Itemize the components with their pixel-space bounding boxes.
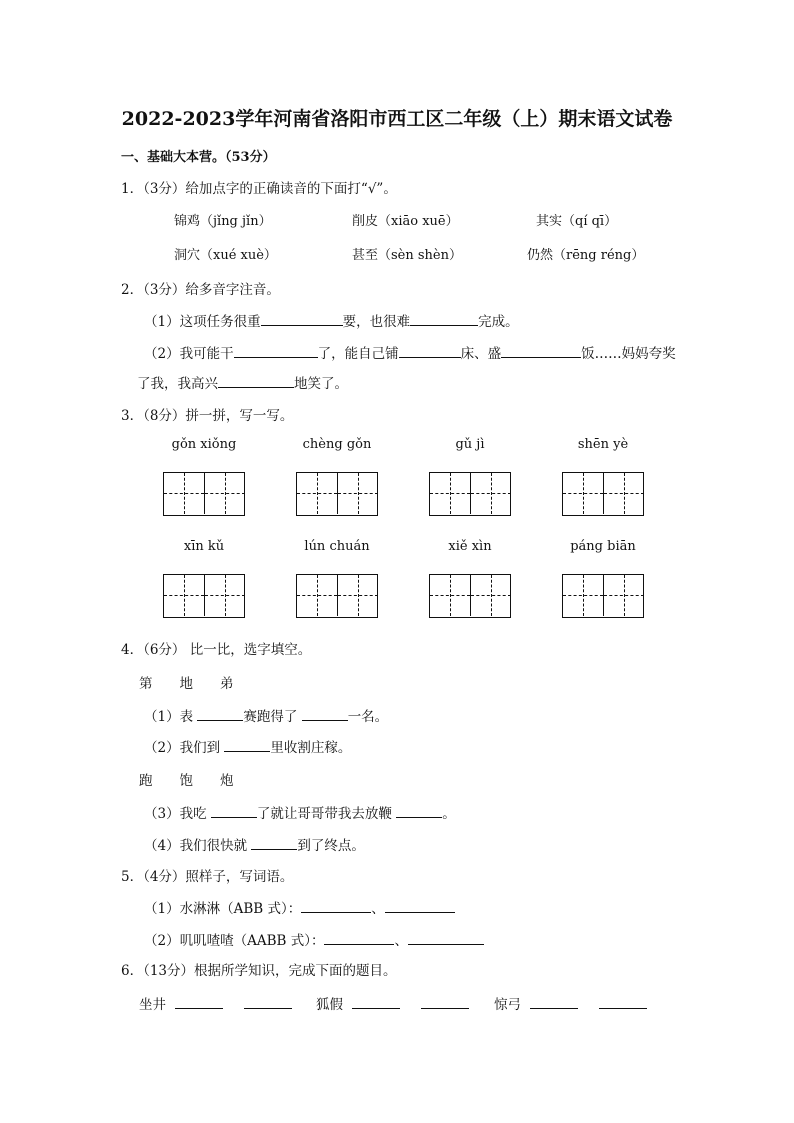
q5-text: （2）叽叽喳喳（AABB 式）： <box>144 933 325 949</box>
q2-text: 地笑了。 <box>294 376 348 392</box>
answer-blank[interactable] <box>599 994 647 1009</box>
char-set: 第 地 弟 <box>139 676 234 692</box>
answer-blank[interactable] <box>302 706 348 721</box>
q4-text: 了就让哥哥带我去放鞭 <box>256 806 392 822</box>
q1-option[interactable]: 仍然（rēng réng） <box>527 248 645 263</box>
pinyin-label: gǒn xiǒng <box>171 437 237 452</box>
q1-option[interactable]: 甚至（sèn shèn） <box>352 248 462 263</box>
answer-blank[interactable] <box>234 343 318 358</box>
pinyin-label: xīn kǔ <box>183 539 225 554</box>
q5-sep: 、 <box>371 901 385 917</box>
question-6-stem: 6．（13分）根据所学知识，完成下面的题目。 <box>121 963 397 979</box>
q6-word: 惊弓 <box>494 997 521 1013</box>
writing-grid[interactable] <box>562 472 644 516</box>
answer-blank[interactable] <box>324 930 394 945</box>
answer-blank[interactable] <box>301 898 371 913</box>
page-title: 2022-2023学年河南省洛阳市西工区二年级（上）期末语文试卷 <box>121 108 673 130</box>
q5-sep: 、 <box>394 933 408 949</box>
writing-grid[interactable] <box>163 472 245 516</box>
q2-text: 要，也很难 <box>342 314 411 330</box>
answer-blank[interactable] <box>197 706 243 721</box>
pinyin-label: lún chuán <box>304 539 370 554</box>
question-4-stem: 4．（6分） 比一比，选字填空。 <box>121 642 312 658</box>
writing-grid[interactable] <box>163 574 245 618</box>
answer-blank[interactable] <box>421 994 469 1009</box>
writing-grid[interactable] <box>296 472 378 516</box>
answer-blank[interactable] <box>175 994 223 1009</box>
q1-option[interactable]: 削皮（xiāo xuē） <box>352 214 459 229</box>
pinyin-label: chèng gǒn <box>302 437 372 452</box>
q2-line-2 <box>144 342 676 362</box>
q4-line <box>144 736 351 756</box>
q1-option[interactable]: 洞穴（xué xuè） <box>174 248 277 263</box>
pinyin-label: gǔ jì <box>455 437 485 452</box>
answer-blank[interactable] <box>501 343 581 358</box>
q2-text: 饭……妈妈夸奖 <box>581 346 676 362</box>
q4-text: （3）我吃 <box>144 806 207 822</box>
q2-line-3 <box>137 372 348 392</box>
q6-idiom <box>139 993 292 1013</box>
question-3-stem: 3．（8分）拼一拼，写一写。 <box>121 408 294 424</box>
writing-grid[interactable] <box>429 472 511 516</box>
answer-blank[interactable] <box>261 311 343 326</box>
q6-idiom <box>494 993 647 1013</box>
pinyin-label: shēn yè <box>577 437 629 452</box>
q1-option[interactable]: 其实（qí qī） <box>536 214 618 229</box>
q2-text: 完成。 <box>478 314 519 330</box>
q4-line <box>144 705 388 725</box>
answer-blank[interactable] <box>244 994 292 1009</box>
answer-blank[interactable] <box>352 994 400 1009</box>
writing-grid[interactable] <box>562 574 644 618</box>
q5-line <box>144 929 484 949</box>
q4-text: 一名。 <box>347 709 389 725</box>
section-heading: 一、基础大本营。（53分） <box>121 150 276 165</box>
q4-text: 。 <box>442 806 456 822</box>
answer-blank[interactable] <box>251 835 297 850</box>
pinyin-label: xiě xìn <box>448 539 492 554</box>
q2-text: 了，能自己铺 <box>317 346 399 362</box>
answer-blank[interactable] <box>211 803 257 818</box>
answer-blank[interactable] <box>396 803 442 818</box>
answer-blank[interactable] <box>399 343 461 358</box>
q5-text: （1）水淋淋（ABB 式）： <box>144 901 302 917</box>
answer-blank[interactable] <box>224 737 270 752</box>
q4-line <box>144 802 456 822</box>
q6-word: 坐井 <box>139 997 166 1013</box>
answer-blank[interactable] <box>410 311 478 326</box>
q4-text: 赛跑得了 <box>243 709 298 725</box>
q2-text: （2）我可能干 <box>144 346 234 362</box>
q4-text: （4）我们很快就 <box>144 838 248 854</box>
q6-idiom <box>316 993 469 1013</box>
q2-text: 床、盛 <box>460 346 502 362</box>
writing-grid[interactable] <box>429 574 511 618</box>
q1-option[interactable]: 锦鸡（jǐng jǐn） <box>174 214 272 229</box>
q2-text: 了我，我高兴 <box>137 376 218 392</box>
q4-line <box>144 834 365 854</box>
answer-blank[interactable] <box>408 930 484 945</box>
q4-text: （1）表 <box>144 709 194 725</box>
q4-text: 到了终点。 <box>297 838 365 854</box>
pinyin-label: páng biān <box>570 539 636 554</box>
question-5-stem: 5．（4分）照样子，写词语。 <box>121 869 294 885</box>
q2-line-1 <box>144 310 519 330</box>
char-set: 跑 饱 炮 <box>139 773 234 789</box>
answer-blank[interactable] <box>530 994 578 1009</box>
q2-text: （1）这项任务很重 <box>144 314 261 330</box>
answer-blank[interactable] <box>385 898 455 913</box>
question-2-stem: 2．（3分）给多音字注音。 <box>121 282 280 298</box>
q4-text: 里收割庄稼。 <box>270 740 352 756</box>
answer-blank[interactable] <box>218 373 294 388</box>
q5-line <box>144 897 455 917</box>
q4-text: （2）我们到 <box>144 740 221 756</box>
q6-word: 狐假 <box>316 997 343 1013</box>
writing-grid[interactable] <box>296 574 378 618</box>
question-1-stem: 1．（3分）给加点字的正确读音的下面打“√”。 <box>121 181 397 197</box>
